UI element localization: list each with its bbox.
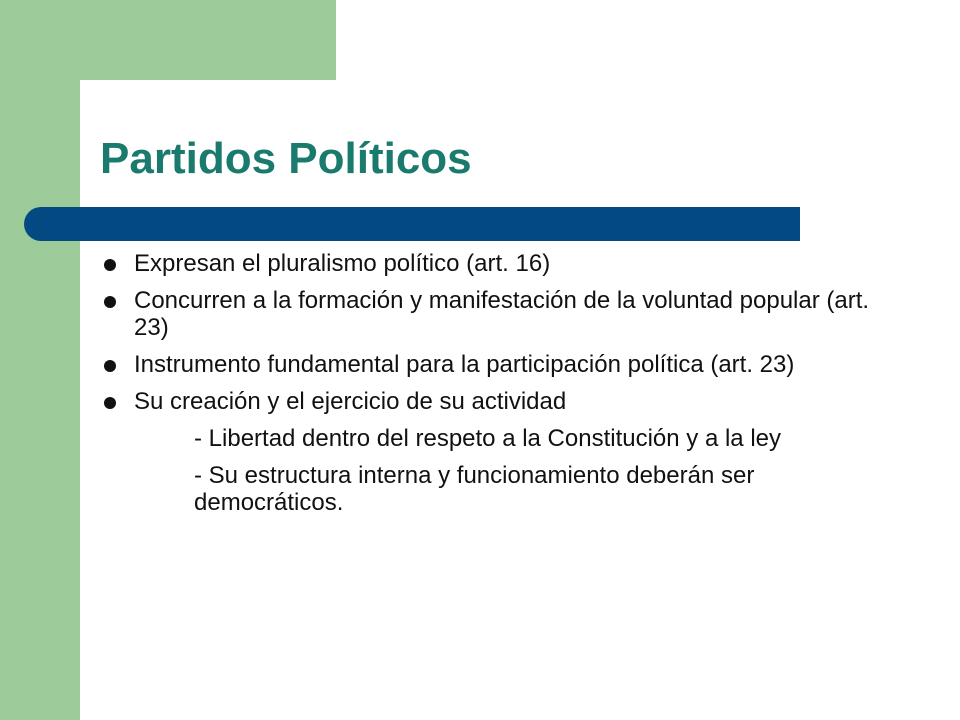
bullet-dot-icon — [104, 259, 116, 271]
sub-item-text: - Libertad dentro del respeto a la Constitución y a la ley — [194, 425, 782, 452]
sub-item — [100, 425, 894, 452]
sub-item-text: - Su estructura interna y funcionamiento deberán ser democráticos. — [194, 462, 755, 516]
title-underline-bar — [24, 207, 800, 241]
bullet-item — [100, 250, 900, 277]
bullet-item — [100, 351, 900, 378]
slide-title: Partidos Políticos — [100, 134, 472, 183]
bullet-item — [100, 388, 900, 415]
top-green-band — [80, 0, 336, 80]
bullet-item — [100, 287, 900, 341]
bullet-dot-icon — [104, 296, 116, 308]
bullet-dot-icon — [104, 397, 116, 409]
bullet-text: Su creación y el ejercicio de su actividad — [134, 388, 567, 415]
sub-item — [100, 462, 894, 516]
bullet-text: Expresan el pluralismo político (art. 16) — [134, 250, 551, 277]
left-green-band — [0, 0, 80, 720]
bullet-text: Instrumento fundamental para la participación política (art. 23) — [134, 351, 795, 378]
bullet-list — [100, 250, 900, 526]
bullet-dot-icon — [104, 360, 116, 372]
bullet-text: Concurren a la formación y manifestación de la voluntad popular (art. 23) — [134, 287, 870, 341]
